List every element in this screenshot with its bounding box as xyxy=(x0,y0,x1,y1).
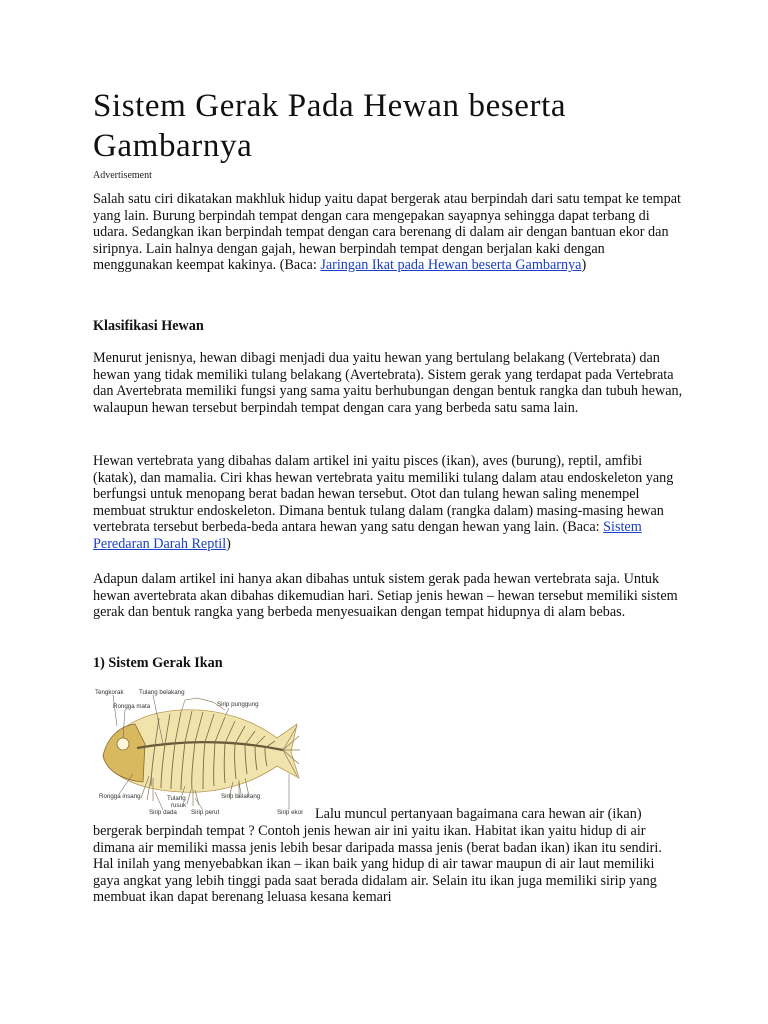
advertisement-label: Advertisement xyxy=(93,170,152,181)
heading-sistem-gerak-ikan: 1) Sistem Gerak Ikan xyxy=(93,655,223,671)
intro-paragraph xyxy=(93,191,683,274)
label-tulang-belakang: Tulang belakang xyxy=(139,689,185,696)
label-sirip-dada: Sirip dada xyxy=(149,809,177,816)
fish-skeleton-diagram xyxy=(93,686,305,818)
ikan-paragraph: bergerak berpindah tempat ? Contoh jenis hewan air ini yaitu ikan. Habitat ikan yaitu hidup di air dimana air memiliki massa jenis lebih besar daripada massa jenis (berat badan ikan) ikan itu sendiri. Hal inilah yang menyebabkan ikan – ikan baik yang hidup di air tawar maupun di air laut memiliki gaya angkat yang lebih tinggi pada saat berada didalam air. Selain itu ikan juga memiliki sirip yang membuat ikan dapat berenang leluasa kesana kemari xyxy=(93,823,662,906)
fish-skeleton-figure xyxy=(93,686,305,818)
label-sirip-belakang: Sirip belakang xyxy=(221,793,261,800)
label-sirip-ekor: Sirip ekor xyxy=(277,809,304,816)
heading-klasifikasi: Klasifikasi Hewan xyxy=(93,318,204,334)
skull-shape xyxy=(103,724,145,782)
link-peredaran-darah-reptil[interactable]: Sistem Peredaran Darah Reptil xyxy=(93,519,642,552)
link-jaringan-ikat[interactable]: Jaringan Ikat pada Hewan beserta Gambarnya xyxy=(320,257,582,274)
label-rongga-insang: Rongga insang xyxy=(99,793,141,800)
vertebrata-close: ) xyxy=(226,535,231,552)
label-sirip-perut: Sirip perut xyxy=(191,809,220,816)
ikan-paragraph-first-line: Lalu muncul pertanyaan bagaimana cara hewan air (ikan) xyxy=(315,806,642,822)
eye-socket-shape xyxy=(117,738,129,750)
vertebrata-text: Hewan vertebrata yang dibahas dalam artikel ini yaitu pisces (ikan), aves (burung), reptil, amfibi (katak), dan mamalia. Ciri khas hewan vertebrata yaitu memiliki tulang dalam atau endoskeleton yang berfungsi untuk menopang berat badan hewan tersebut. Otot dan tulang hewan saling menempel membuat struktur endoskeleton. Dimana bentuk tulang dalam (rangka dalam) masing-masing hewan vertebrata tersebut berbeda-beda antara hewan yang satu dengan hewan yang lain. (Baca: xyxy=(93,453,674,536)
label-rongga-mata: Rongga mata xyxy=(113,703,151,710)
vertebrata-paragraph xyxy=(93,453,683,553)
intro-close: ) xyxy=(581,257,587,274)
article-title: Sistem Gerak Pada Hewan beserta Gambarnya xyxy=(93,88,567,164)
label-tengkorak: Tengkorak xyxy=(95,689,124,696)
klasifikasi-paragraph: Menurut jenisnya, hewan dibagi menjadi dua yaitu hewan yang bertulang belakang (Vertebrata) dan hewan yang tidak memiliki tulang belakang (Avertebrata). Sistem gerak yang terdapat pada Vertebrata dan Avertebrata memiliki fungsi yang sama yaitu berhubungan dengan bentuk rangka dan tubuh hewan, walaupun hewan tersebut berpindah tempat dengan cara yang berbeda satu sama lain. xyxy=(93,350,683,416)
label-tulang: Tulang rusuk xyxy=(167,795,187,809)
adapun-paragraph: Adapun dalam artikel ini hanya akan dibahas untuk sistem gerak pada hewan vertebrata saja. Untuk hewan avertebrata akan dibahas dikemudian hari. Setiap jenis hewan – hewan tersebut memiliki sistem gerak dan bentuk rangka yang berbeda menyesuaikan dengan tempat hidupnya di alam bebas. xyxy=(93,571,678,621)
intro-text: Salah satu ciri dikatakan makhluk hidup yaitu dapat bergerak atau berpindah dari satu tempat ke tempat yang lain. Burung berpindah tempat dengan cara mengepakan sayapnya sehingga dapat terbang di udara. Sedangkan ikan berpindah tempat dengan cara berenang di dalam air dengan bantuan ekor dan siripnya. Lain halnya dengan gajah, hewan berpindah tempat dengan berjalan kaki dengan menggunakan keempat kakinya. (Baca: xyxy=(93,191,681,274)
label-sirip-punggung: Sirip punggung xyxy=(217,701,259,708)
